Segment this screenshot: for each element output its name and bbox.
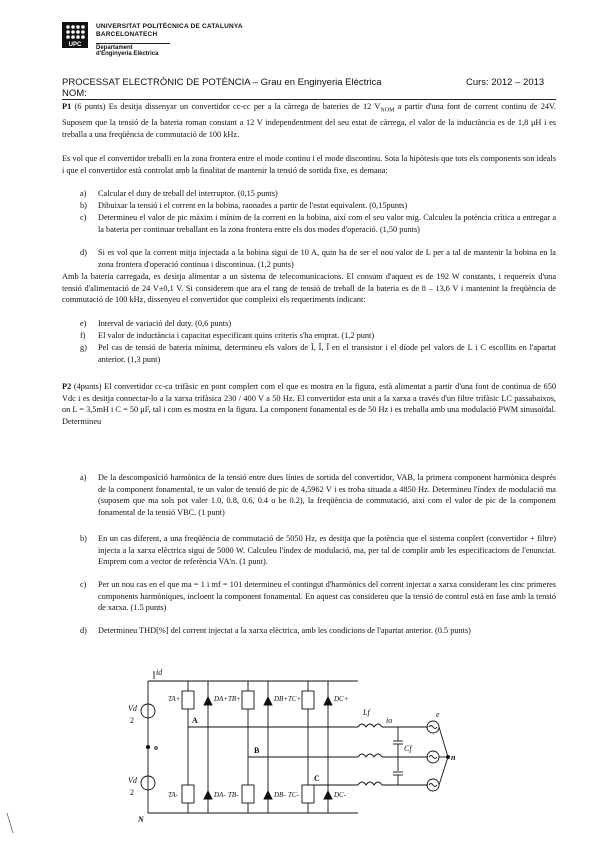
e-label: e (436, 710, 440, 719)
item-label: g) (80, 343, 87, 352)
dc-plus-label: DC+ (334, 695, 349, 703)
item-label: a) (80, 189, 87, 198)
university-line2: BARCELONATECH (96, 31, 158, 38)
p1-para2: Es vol que el convertidor treballi en la zona frontera entre el mode continu i el mode discontinu. Sota la hipòtesis que tots els components son ideals i que el convertidor està controlat amb la finalitat de mantenir la tensió de sortida fixe, es demana: (62, 154, 556, 175)
node-b-label: B (254, 746, 260, 755)
tc-plus-label: TC+ (288, 695, 302, 703)
grid-sources (427, 721, 450, 791)
item-text: En un cas diferent, a una freqüència de commutació de 5050 Hz, es desitja que la potència que el sistema conplert (convertidor + filtre) injecta a la xarxa elèctrica sigui de 5000 W. Calculeu l'índex de modulació, ma, per tal de complir amb les especificacions de l'enunciat. Emprem com a vector de referència VA'n. (1 punt). (98, 534, 556, 567)
item-label: d) (80, 248, 87, 257)
item-label: d) (80, 626, 87, 635)
item-label: c) (80, 580, 87, 589)
da-plus-label: DA+ (214, 695, 229, 703)
p2-intro (62, 381, 556, 427)
upc-logo (62, 22, 88, 48)
node-c-label: C (314, 774, 320, 783)
inverter-circuit-diagram (108, 667, 468, 827)
p1-para3: Amb la bateria carregada, es desitja alimentar a un sistema de telecomunicacions. El consum d'aquest es de 192 W constants, i requereix d'una tensió d'alimentació de 24 V±0,1 V. Si considerem que ara el rang de tensió de treball de la bateria es de 8 – 13,6 V i mantenint la freqüència de commutació de 100 kHz, dissenyeu el convertidor que compleixi els requeriments indicant: (62, 272, 556, 305)
margin-mark (6, 812, 14, 834)
tb-minus-label: TB- (228, 791, 239, 799)
item-text: Determineu el valor de pic màxim i mínim de la corrent en la bobina, així com el seu valor mig. Calculeu la potència crítica a entregar a la bateria per continuar treballant en la zona frontera entre els dos modes d'operació. (1,50 punts) (98, 213, 556, 234)
cf-label: Cf (404, 744, 412, 753)
university-name (96, 23, 243, 39)
da-minus-label: DA- (214, 791, 226, 799)
tc-minus-label: TC- (288, 791, 299, 799)
item-text: El valor de inductància i capacitat especificant quins criteris s'ha emprat. (1,2 punt) (98, 331, 375, 340)
p1-label: P1 (62, 102, 72, 111)
io-label: io (386, 716, 393, 725)
db-minus-label: DB- (274, 791, 286, 799)
university-line1: UNIVERSITAT POLITÈCNICA DE CATALUNYA (96, 23, 243, 30)
p1-intro-rest: a partir d'una font de corrent continu de 24V. Suposem que la tensió de la bateria roman constant a 12 V independentment del seu estat de càrrega, el valor de la inductància es de 1,8 μH i es treballa a una freqüència de commutació de 100 kHz. (62, 102, 557, 139)
p1-item-f (80, 330, 556, 342)
filter-inductors (358, 724, 428, 785)
header-rule (62, 99, 556, 100)
item-text: Determineu THD[%] del corrent injectat a la xarxa elèctrica, amb les condicions de l'apartat anterior. (0.5 punts) (98, 626, 471, 635)
item-text: Pel cas de tensió de bateria mínima, determineu els valors de Ī, Î, Ĭ en el transistor i el díode pel valors de L i C escollits en l'apartat anterior. (1,3 punt) (98, 343, 556, 364)
item-text: Per un nou cas en el que ma = 1 i mf = 101 determineu el contingut d'harmònics del corrent injectat a xarxa considerant les cinc primeres components harmòniques, incloent la component fonamental. En aquest cas considereu que la tensió de control està en fase amb la tensió de xarxa. (1.5 punts) (98, 580, 556, 613)
p1-intro-text: (6 punts) Es desitja dissenyar un convertidor cc-cc per a la càrrega de bateries de 12 V (74, 102, 381, 111)
n-label: n (451, 753, 456, 762)
node-a-label: A (192, 716, 198, 725)
two-top-label: 2 (130, 716, 134, 725)
o-label: o (154, 743, 158, 752)
item-label: b) (80, 534, 87, 543)
p1-item-a (80, 188, 556, 200)
p1-item-d (80, 247, 556, 270)
item-text: De la descomposició harmònica de la tensió entre dues línies de sortida del convertidor, VAB, la primera component harmònica després de la component fonamental, te un valor de tensió de pic de 4,5962 V i es troba situada a 4850 Hz. Determineu l'índex de modulació ma (suposem que ma sols pot valer 1.0, 0.8, 0.6, 0.4 o be 0.2), la freqüència de commutació, així com el valor de pic de la component fonamental de la tensió VBC. (1 punt) (98, 473, 556, 517)
tb-plus-label: TB+ (228, 695, 241, 703)
item-label: c) (80, 213, 87, 222)
p1-item-e (80, 318, 556, 330)
item-text: Dibuixar la tensió i el corrent en la bobina, raonades a partir de l'estat equivalent. (0,15punts) (98, 201, 408, 210)
item-label: f) (80, 331, 86, 340)
p1-item-c (80, 212, 556, 235)
vd-bot-label: Vd (128, 776, 137, 785)
leg-c (302, 681, 358, 813)
course-year: Curs: 2012 – 2013 (466, 77, 545, 88)
p2-item-b (80, 533, 556, 568)
vd-top-label: Vd (128, 704, 137, 713)
filter-capacitors (393, 727, 403, 785)
p2-item-c (80, 579, 556, 614)
department-name: Departament d'Enginyeria Elèctrica (96, 43, 170, 57)
N-label: N (138, 815, 144, 824)
item-label: b) (80, 201, 87, 210)
p1-item-g (80, 342, 556, 365)
item-label: a) (80, 473, 87, 482)
dc-minus-label: DC- (334, 791, 347, 799)
p2-intro-text: (4punts) El convertidor cc-ca trifàsic en pont complert com el que es mostra en la figura, està alimentat a partir d'una font de continua de 650 Vdc i es desitja connectar-lo a la xarxa trifàsica 230 / 400 V a 50 Hz. El convertidor esta unit a la xarxa a través d'un filtre trifàsic LC passabaixos, on L = 3,5mH i C = 50 μF, tal i com es mostra en la figura. La component fonamental es de 50 Hz i es treballa amb una modulació PWM sinusoïdal. Determineu (62, 382, 556, 426)
p2-label: P2 (62, 382, 72, 391)
p1-intro (62, 101, 556, 140)
item-text: Calcular el duty de treball del interruptor. (0,15 punts) (98, 189, 278, 198)
item-text: Interval de variació del duty. (0,6 punts) (98, 319, 232, 328)
id-label: id (156, 668, 163, 677)
midpoint-node (146, 745, 149, 748)
exam-title: PROCESSAT ELECTRÒNIC DE POTÈNCIA – Grau en Enginyeria Elèctrica (62, 77, 382, 88)
p1-item-b (80, 200, 556, 212)
item-label: e) (80, 319, 87, 328)
logo-text: UPC (68, 42, 82, 48)
db-plus-label: DB+ (274, 695, 289, 703)
item-text: Si es vol que la corrent mitja injectada a la bobina sigui de 10 A, quin ha de ser el nou valor de L per a tal de mantenir la bobina en la zona frontera d'operació continua i discontinua. (1,2 punts) (98, 248, 556, 269)
two-bot-label: 2 (130, 788, 134, 797)
ta-minus-label: TA- (168, 791, 178, 799)
lf-label: Lf (363, 708, 370, 717)
p2-item-d (80, 625, 556, 637)
ta-plus-label: TA+ (168, 695, 181, 703)
p1-intro-sub: NOM (380, 107, 395, 114)
name-label: NOM: (62, 88, 87, 99)
p2-item-a (80, 472, 556, 518)
